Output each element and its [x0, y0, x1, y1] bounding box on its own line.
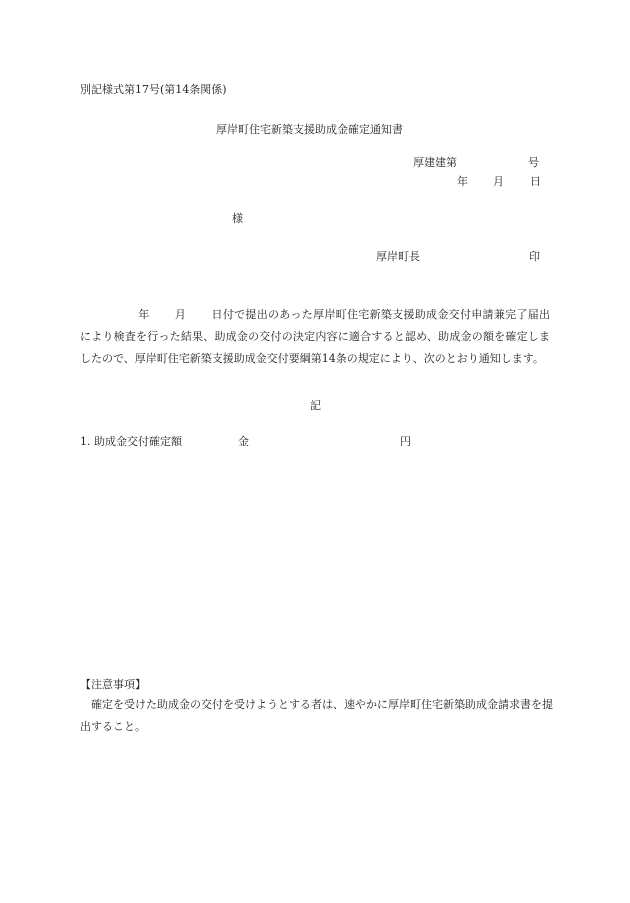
notes-heading: 【注意事項】: [80, 678, 146, 691]
item1-yen: 円: [400, 435, 411, 448]
form-number: 別記様式第17号(第14条関係): [80, 83, 227, 96]
document-title: 厚岸町住宅新築支援助成金確定通知書: [216, 123, 403, 136]
item1-kin: 金: [238, 435, 249, 448]
body-paragraph: [80, 304, 550, 370]
notes-text: 確定を受けた助成金の交付を受けようとする者は、速やかに厚岸町住宅新築助成金請求書を提出すること。: [80, 698, 553, 733]
body-month: 月: [174, 308, 187, 321]
addressee-suffix: 様: [232, 212, 243, 225]
reference-prefix: 厚建建第: [413, 156, 457, 169]
reference-suffix: 号: [528, 156, 539, 169]
date-year: 年: [457, 175, 468, 188]
issuer-name: 厚岸町長: [376, 250, 420, 263]
body-year: 年: [138, 308, 150, 321]
ki-heading: 記: [310, 399, 321, 412]
item1-label: 1. 助成金交付確定額: [80, 435, 182, 448]
body-text: 日付で提出のあった厚岸町住宅新築支援助成金交付申請兼完了届出により検査を行った結果、助成金の交付の決定内容に適合すると認め、助成金の額を確定しましたので、厚岸町住宅新築支援助成金交付要綱第14条の規定により、次のとおり通知します。: [80, 308, 551, 365]
seal-mark: 印: [529, 250, 540, 263]
date-day: 日: [530, 175, 541, 188]
date-month: 月: [493, 175, 504, 188]
notes-body: [80, 694, 555, 738]
